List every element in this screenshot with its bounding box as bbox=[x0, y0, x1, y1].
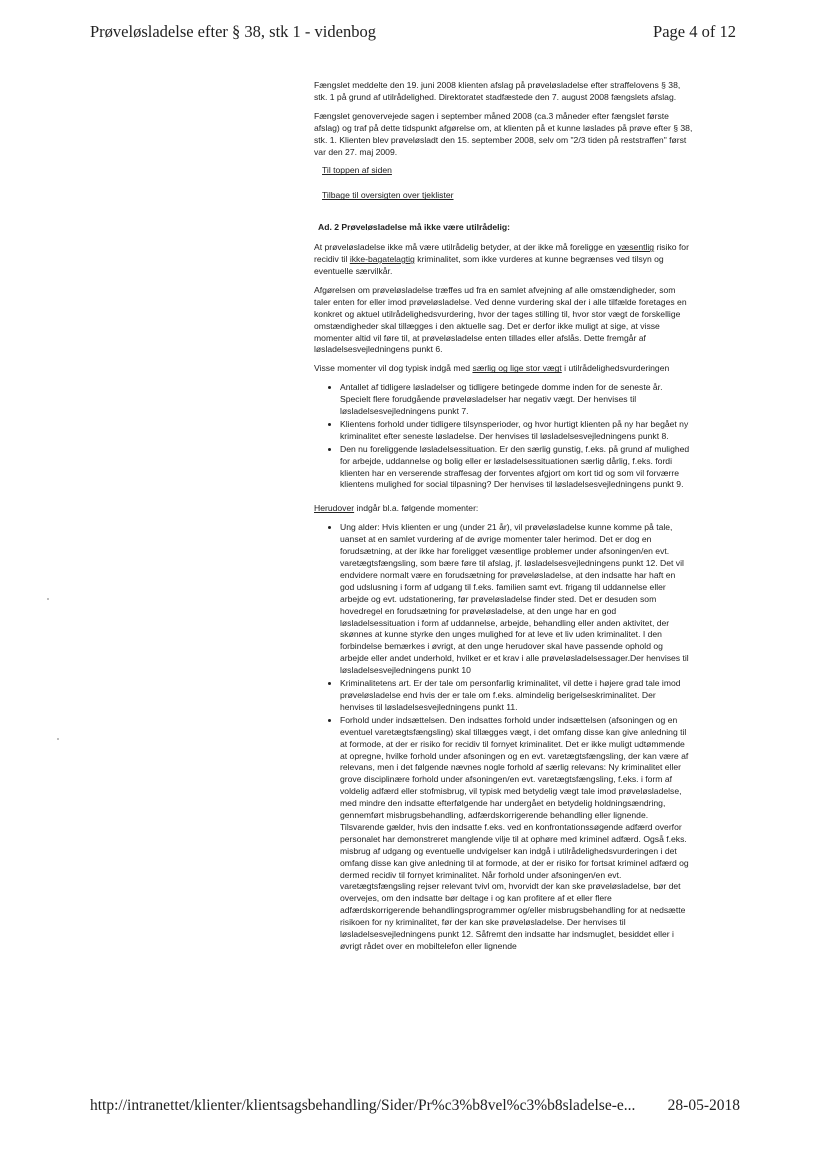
text-segment: i utilrådelighedsvurderingen bbox=[561, 363, 670, 374]
section-heading-ad2: Ad. 2 Prøveløsladelse må ikke være utilrådelig: bbox=[318, 222, 511, 233]
footer bbox=[90, 1097, 740, 1115]
moments-list bbox=[314, 382, 692, 491]
list-item: • Forhold under indsættelsen. Den indsattes forhold under indsættelsen (afsoningen og en eventuel varetægtsfængsling) skal tillægges vægt, i det omfang disse kan give anledning til at formode, at der er risiko for recidiv til fornyet kriminalitet. Det er ikke muligt udtømmende at opregne, hvilke forhold under afsoningen og en evt. varetægtsfængsling, der kan være af relevans, men i det følgende nævnes nogle forhold af særlig relevans: Ny kriminalitet eller grove disciplinære forhold under afsoningen/en evt. varetægtsfængsling, f.eks. i form af voldelig adfærd eller stofmisbrug, vil typisk med betydelig vægt tale imod prøveløsladelse, med mindre den indsatte efterfølgende har undergået en betydelig holdningsændring, gennemført misbrugsbehandling, adfærdskorrigerende behandling eller lignende. Tilsvarende gælder, hvis den indsatte f.eks. ved en konfrontationssøgende adfærd overfor personalet har demonstreret manglende vilje til at ophøre med kriminel adfærd. Også f.eks. misbrug af udgang og eventuelle undvigelser kan indgå i utilrådelighedsvurderingen i det omfang disse kan give anledning til at formode, at der er risiko for fortsat kriminel adfærd og dermed recidiv til fornyet kriminalitet. Når forhold under afsoningen/en evt. varetægtsfængsling rejser relevant tvivl om, hvorvidt der kan ske prøveløsladelse, bør det overvejes, om den indsatte bør deltage i og kan profitere af et eller flere adfærdskorrigerende behandlingsprogrammer og/eller misbrugsbehandling for at nedsætte risikoen for ny kriminalitet, før der kan ske prøveløsladelse. Der henvises til løsladelsesvejledningens punkt 12. Såfremt den indsatte har indsmuglet, besiddet eller i øvrigt rådet over en mobiltelefon eller lignende bbox=[340, 715, 692, 953]
scan-speck bbox=[57, 738, 59, 740]
list-item: • Ung alder: Hvis klienten er ung (under 21 år), vil prøveløsladelse kunne komme på tale, uanset at en samlet vurdering af de øvrige momenter taler herimod. Det er dog en forudsætning, at der ikke har foreligget væsentlige problemer under afsoningen/en evt. varetægtsfængsling, som bære føre til afslag, jf. løsladelsesvejledningens punkt 12. Det vil endvidere normalt være en forudsætning for prøveløsladelse, at den indsatte har haft en god udslusning i form af udgang til f.eks. familien samt evt. frigang til uddannelse eller arbejde og evt. udstationering, før prøveløsladelse finder sted. Det er desuden som hovedregel en forudsætning for prøveløsladelse, at den unge har en god løsladelsessituation i form af uddannelse, arbejde, behandling eller anden aktivitet, der skønnes at kunne styrke den unges mulighed for at leve et liv uden kriminalitet. I den forbindelse bemærkes i øvrigt, at den unge herudover skal have passende ophold og arbejde eller andet underhold, hvilket er et krav i alle prøveløsladelsessager.Der henvises til løsladelsesvejledningens punkt 10 bbox=[340, 522, 692, 677]
back-to-overview-link[interactable]: Tilbage til oversigten over tjeklister bbox=[322, 190, 454, 201]
paragraph-genovervejelse: Fængslet genovervejede sagen i september måned 2008 (ca.3 måneder efter fængslet første afslag) og traf på dette tidspunkt afgørelse om, at klienten på et kunne løslades på prøve efter § 38, stk. 1. Klienten blev prøveløsladt den 15. september 2008, selv om "2/3 tiden på reststraffen" først var den 27. maj 2009. bbox=[314, 110, 693, 157]
list-item: • Antallet af tidligere løsladelser og tidligere betingede domme inden for de seneste år. Specielt flere forudgående prøveløsladelser har negativ vægt. Der henvises til løsladelsesvejledningens punkt 7. bbox=[340, 382, 692, 418]
link-saerlig-vaegt[interactable]: særlig og lige stor vægt bbox=[472, 363, 562, 374]
additional-moments-list bbox=[314, 522, 692, 953]
text-segment: risiko for recidiv til bbox=[314, 242, 689, 265]
link-vaesentlig[interactable]: væsentlig bbox=[617, 242, 655, 253]
back-to-top-link[interactable]: Til toppen af siden bbox=[322, 165, 392, 176]
list-item: • Kriminalitetens art. Er der tale om personfarlig kriminalitet, vil dette i højere grad tale imod prøveløsladelse end hvis der er tale om f.eks. almindelig berigelseskriminalitet. Der henvises til løsladelsesvejledningens punkt 11. bbox=[340, 678, 692, 714]
text-segment: At prøveløsladelse ikke må være utilrådelig betyder, at der ikke må foreligge en bbox=[314, 242, 618, 253]
page-number: Page 4 of 12 bbox=[653, 22, 736, 41]
footer-url: http://intranettet/klienter/klientsagsbehandling/Sider/Pr%c3%b8vel%c3%b8sladelse-e... bbox=[90, 1097, 636, 1114]
list-item: • Klientens forhold under tidligere tilsynsperioder, og hvor hurtigt klienten på ny har begået ny kriminalitet efter seneste løsladelse. Der henvises til løsladelsesvejledningens punkt 8. bbox=[340, 419, 692, 443]
paragraph-definition bbox=[314, 242, 692, 278]
document-header-title: Prøveløsladelse efter § 38, stk 1 - videnbog bbox=[90, 22, 376, 41]
paragraph-herudover bbox=[314, 503, 692, 515]
paragraph-visse-momenter bbox=[314, 363, 692, 375]
scan-speck bbox=[47, 598, 49, 600]
text-segment: indgår bl.a. følgende momenter: bbox=[354, 503, 479, 514]
link-ikke-bagatelagtig[interactable]: ikke-bagatelagtig bbox=[349, 254, 415, 265]
document-body bbox=[314, 80, 692, 965]
link-herudover[interactable]: Herudover bbox=[314, 503, 355, 514]
footer-date: 28-05-2018 bbox=[667, 1097, 740, 1114]
text-segment: kriminalitet, som ikke vurderes at kunne begrænses ved tilsyn og eventuelle særvilkår. bbox=[314, 254, 664, 276]
paragraph-afvejning: Afgørelsen om prøveløsladelse træffes ud fra en samlet afvejning af alle omstændigheder, som taler enten for eller imod prøveløsladelse. Ved denne vurdering skal der i alle tilfælde foretages en konkret og aktuel utilrådelighedsvurdering, hvor der tages stilling til, hvor stor vægt de forskellige omstændigheder skal tillægges i den aktuelle sag. Det er derfor ikke muligt at sige, at visse momenter altid vil føre til, at prøveløsladelse enten tillades eller afslås. Dette fremgår af løsladelsesvejledningens punkt 6. bbox=[314, 284, 687, 355]
paragraph-afslag: Fængslet meddelte den 19. juni 2008 klienten afslag på prøveløsladelse efter straffelovens § 38, stk. 1 på grund af utilrådelighed. Direktoratet stadfæstede den 7. august 2008 fængslets afslag. bbox=[314, 80, 681, 102]
text-segment: Visse momenter vil dog typisk indgå med bbox=[314, 363, 473, 374]
list-item: • Den nu foreliggende løsladelsessituation. Er den særlig gunstig, f.eks. på grund af mulighed for arbejde, uddannelse og bolig eller er løsladelsessituationen særlig dårlig, f.eks. fordi klienten har en verserende straffesag der forventes afgjort om kort tid og som vil forværre klientens mulighed for social tilpasning? Der henvises til løsladelsesvejledningens punkt 9. bbox=[340, 444, 692, 492]
